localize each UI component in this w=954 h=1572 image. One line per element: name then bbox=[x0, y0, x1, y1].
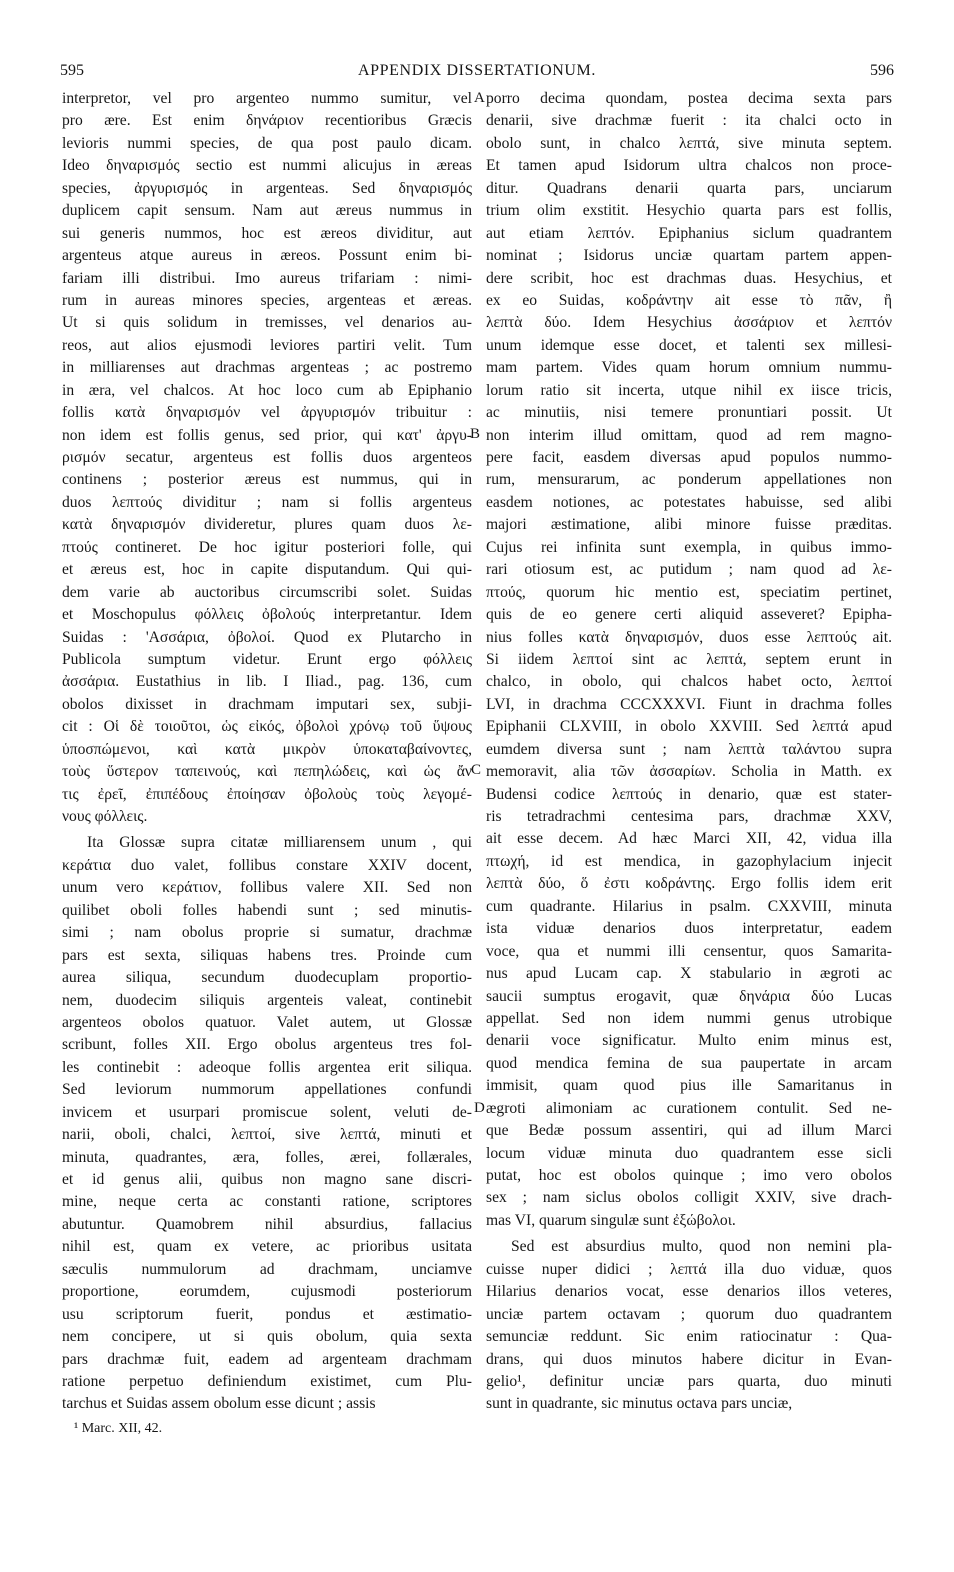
text-line: majori æstimatione, alibi minore fuisse præditas. bbox=[486, 516, 892, 534]
text-line: Sed est absurdius multo, quod non nemini pla- bbox=[511, 1238, 892, 1256]
text-line: saucii sumptus erogavit, quæ δηνάρια δύο Lucas bbox=[486, 987, 892, 1005]
text-line: cum quadrante. Hilarius in psalm. CXXVIII, minuta bbox=[486, 897, 892, 915]
text-line: dere scribit, hoc est drachmas duas. Hesychius, et bbox=[486, 269, 892, 287]
text-line: easdem notiones, ac potestates habuisse, sed alibi bbox=[486, 493, 892, 511]
margin-marker-b: B bbox=[470, 426, 481, 442]
text-line: simi ; nam obolus proprie si sumatur, drachmæ bbox=[62, 924, 472, 942]
text-line: obolos dixisset in drachmam imputari sex, subji- bbox=[62, 695, 472, 713]
text-line: ris tetradrachmi centesima pars, drachmæ XXV, bbox=[486, 808, 892, 825]
text-line: follis κατὰ δηναρισμόν vel ἀργυρισμόν tribuitur : bbox=[62, 404, 472, 422]
text-line: pro ære. Est enim δηνάριον recentioribus Græcis bbox=[62, 112, 472, 130]
text-line: nem, duodecim siliquis argenteis valeat, continebit bbox=[62, 991, 472, 1009]
text-line: sui generis nummos, hoc est æreos dividitur, aut bbox=[62, 224, 472, 242]
text-line: memoravit, alia τῶν ἀσσαρίων. Scholia in Matth. ex bbox=[486, 763, 892, 781]
text-line: argenteus atque aureus in æreos. Possunt enim bi- bbox=[62, 247, 472, 265]
text-line: τοὺς ὕστερον ταπεινούς, καὶ πεπηλώδεις, καὶ ὡς ἄν bbox=[62, 763, 472, 781]
text-line: ægroti alimoniam ac curationem contulit. Sed ne- bbox=[486, 1099, 892, 1117]
text-line: lorum ratio sit incerta, utque nihil ex iisce tricis, bbox=[486, 381, 892, 399]
margin-marker-d: D bbox=[474, 1100, 485, 1116]
text-line: eumdem diversa sunt ; nam λεπτὰ ταλάντου supra bbox=[486, 740, 892, 758]
text-line: Si iidem λεπτοί sint ac λεπτά, septem erunt in bbox=[486, 650, 892, 668]
text-line: tarchus et Suidas assem obolum esse dicunt ; assis bbox=[62, 1395, 376, 1413]
text-line: Hilarius denarios vocat, esse denarios illos veteres, bbox=[486, 1283, 892, 1301]
text-line: drans, qui duos minutos habere dicitur in Evan- bbox=[486, 1350, 892, 1368]
text-line: ὑποσπώμενοι, καὶ κατὰ μικρὸν ὑποκαταβαίνοντες, bbox=[62, 740, 472, 758]
text-line: voce, qua et nummi illi censentur, quos Samarita- bbox=[486, 942, 892, 960]
text-line: pars drachmæ fuit, eadem ad argenteam drachmam bbox=[62, 1350, 472, 1368]
text-line: mam partem. Vides quam horum omnium nummu- bbox=[486, 359, 892, 377]
text-line: Et tamen apud Isidorum ultra chalcos non proce- bbox=[486, 157, 892, 175]
text-line: πτούς, quorum hic mentio est, speciatim pertinet, bbox=[486, 583, 892, 601]
text-line: gelio¹, definitur unciæ pars quarta, duo minuti bbox=[486, 1372, 892, 1390]
text-line: Sed leviorum nummorum appellationes confundi bbox=[62, 1081, 472, 1099]
text-line: Ita Glossæ supra citatæ milliarensem unum , qui bbox=[87, 834, 472, 852]
text-line: Ut si quis solidum in tremisses, vel denarios au- bbox=[62, 314, 472, 332]
text-line: Cujus rei infinita sunt exempla, in quibus immo- bbox=[486, 538, 892, 556]
text-line: sæculis nummulorum ad drachmam, unciamve bbox=[62, 1260, 472, 1278]
text-line: argenteos obolos quatuor. Valet autem, ut Glossæ bbox=[62, 1013, 472, 1031]
text-line: nem concipere, ut si quis obolum, quia sexta bbox=[62, 1328, 472, 1346]
text-line: continens ; posterior æreus est nummus, qui in bbox=[62, 471, 472, 489]
text-line: rum, mensurarum, ac ponderum appellationes non bbox=[486, 471, 892, 489]
text-line: aut etiam λεπτόν. Epiphanius siclum quadrantem bbox=[486, 224, 892, 242]
running-header bbox=[60, 62, 894, 84]
text-line: unum vero κεράτιον, follibus valere XII. Sed non bbox=[62, 879, 472, 897]
text-line: scribunt, folles XII. Ergo obolus argenteus tres fol- bbox=[62, 1036, 472, 1054]
text-line: nus apud Lucam cap. X stabulario in ægroti ac bbox=[486, 965, 892, 983]
text-line: Suidas : 'Ασσάρια, ὀβολοί. Quod ex Plutarcho in bbox=[62, 628, 472, 646]
text-line: duos λεπτούς dividitur ; nam si follis argenteus bbox=[62, 493, 472, 511]
text-line: nius folles κατὰ δηναρισμόν, duos esse λεπτούς ait. bbox=[486, 628, 892, 646]
text-line: ex eo Suidas, κοδράντην ait esse τὸ πᾶν, ἢ bbox=[486, 291, 892, 309]
text-line: πτούς contineret. De hoc igitur posteriori folle, qui bbox=[62, 538, 472, 556]
left-page-number: 595 bbox=[60, 62, 84, 79]
running-title: APPENDIX DISSERTATIONUM. bbox=[358, 62, 596, 79]
text-line: nominat ; Isidorus unciæ quartam partem appen- bbox=[486, 247, 892, 265]
text-line: quilibet oboli folles habendi sunt ; sed minutis- bbox=[62, 901, 472, 919]
text-line: locum viduæ minuta duo quadrantem esse sicli bbox=[486, 1144, 892, 1162]
text-line: reos, aut alios ejusmodi leviores partiri velit. Tum bbox=[62, 336, 472, 354]
text-line: Publicola sumptum videtur. Erunt ergo φόλλεις bbox=[62, 650, 472, 668]
text-line: λεπτὰ δύο, ὅ ἐστι κοδράντης. Ergo follis idem erit bbox=[486, 875, 892, 893]
text-line: chalco, in obolo, qui chalcos habet octo, λεπτοί bbox=[486, 673, 892, 691]
text-line: quis de eo genere certi aliquid asseveret? Epipha- bbox=[486, 606, 892, 624]
text-line: ista viduæ denarios duos interpretatur, eadem bbox=[486, 920, 892, 938]
text-line: unciæ partem octavam ; quorum duo quadrantem bbox=[486, 1305, 892, 1323]
text-line: pars est sexta, siliquas habens tres. Proinde cum bbox=[62, 946, 472, 964]
text-line: Budensi codice λεπτούς in denario, quæ est stater- bbox=[486, 785, 892, 803]
text-line: immisit, quam quod pius ille Samaritanus in bbox=[486, 1077, 892, 1095]
text-line: νους φόλλεις. bbox=[62, 808, 148, 825]
text-line: LVI, in drachma CCCXXXVI. Fiunt in drachma folles bbox=[486, 695, 892, 713]
text-line: τις ἐρεῖ, ἐπιπέδους ἐποίησαν ὀβολοὺς τοὺς λεγομέ- bbox=[62, 785, 472, 803]
footnote: ¹ Marc. XII, 42. bbox=[74, 1420, 163, 1436]
text-line: semunciæ reddunt. Sic enim ratiocinatur : Qua- bbox=[486, 1328, 892, 1346]
left-text-column bbox=[62, 88, 472, 1440]
text-line: duplicem capit sensum. Nam aut æreus nummus in bbox=[62, 202, 472, 220]
text-line: non interim illud omittam, quod ad rem magno- bbox=[486, 426, 892, 444]
margin-marker-c: C bbox=[471, 762, 482, 778]
text-line: κεράτια duo valet, follibus constare XXIV docent, bbox=[62, 856, 472, 874]
text-line: ac minutiis, nisi temere pronuntiari possit. Ut bbox=[486, 404, 892, 422]
text-line: πτωχή, id est mendica, in gazophylacium injecit bbox=[486, 852, 892, 870]
text-line: proportione, eorumdem, cujusmodi posteriorum bbox=[62, 1283, 472, 1301]
text-line: cuisse nuper didici ; λεπτά illa duo viduæ, quos bbox=[486, 1260, 892, 1278]
text-line: obolo sunt, in chalco λεπτά, sive minuta septem. bbox=[486, 134, 892, 152]
text-line: mas VI, quarum singulæ sunt ἐξώβολοι. bbox=[486, 1211, 736, 1229]
text-line: pere facit, easdem diversas apud populos nummo- bbox=[486, 449, 892, 466]
text-line: ἀσσάρια. Eustathius in lib. I Iliad., pag. 136, cum bbox=[62, 673, 472, 691]
text-line: λεπτὰ δύο. Idem Hesychius ἀσσάριον et λεπτόν bbox=[486, 314, 892, 332]
text-line: les continebit : adeoque follis argentea erit siliqua. bbox=[62, 1058, 472, 1076]
text-line: invicem et usurpari promiscue solent, veluti de- bbox=[62, 1103, 472, 1121]
text-line: que Bedæ possum assentiri, qui ad illum Marci bbox=[486, 1122, 892, 1140]
text-line: interpretor, vel pro argenteo nummo sumitur, vel bbox=[62, 90, 472, 107]
text-line: minuta, quadrantes, æra, folles, ærei, follærales, bbox=[62, 1148, 472, 1166]
text-line: ait esse decem. Ad hæc Marci XII, 42, vidua illa bbox=[486, 830, 892, 848]
text-line: appellat. Sed non idem nummi genus utrobique bbox=[486, 1009, 892, 1027]
text-line: non idem est follis genus, sed prior, qui κατ' ἀργυ- bbox=[62, 426, 472, 444]
text-line: fariam illi distribui. Imo aureus trifariam : nimi- bbox=[62, 269, 472, 287]
text-line: sunt in quadrante, sic minutus octava pars unciæ, bbox=[486, 1395, 793, 1413]
text-line: ρισμόν secatur, argenteus est follis duos argenteos bbox=[62, 449, 472, 466]
text-line: Epiphanii CLXVIII, in obolo XXVIII. Sed λεπτά apud bbox=[486, 718, 892, 736]
text-line: denarii, sive drachmæ fuerit : ita chalci octo in bbox=[486, 112, 892, 130]
text-line: sex ; nam siclus obolos colligit XXIV, sive drach- bbox=[486, 1189, 892, 1207]
right-page-number: 596 bbox=[870, 62, 894, 79]
text-line: rari otiosum est, ac putidum ; nam quod ad λε- bbox=[486, 561, 892, 579]
margin-marker-a: A bbox=[474, 90, 485, 106]
text-line: ditur. Quadrans denarii quarta pars, unciarum bbox=[486, 179, 892, 197]
text-line: porro decima quondam, postea decima sexta pars bbox=[486, 90, 892, 107]
text-line: denarii voce significatur. Multo enim minus est, bbox=[486, 1032, 892, 1050]
text-line: putat, hoc est obolos quinque ; imo vero obolos bbox=[486, 1167, 892, 1184]
text-line: et æreus est, hoc in capite disputandum. Qui qui- bbox=[62, 561, 472, 579]
text-line: in æra, vel chalcos. At hoc loco cum ab Epiphanio bbox=[62, 381, 472, 399]
text-line: et id genus alii, quibus non magno sane discri- bbox=[62, 1171, 472, 1188]
text-line: et Moschopulus φόλλεις ὀβολούς interpretantur. Idem bbox=[62, 606, 472, 624]
text-line: narii, oboli, chalci, λεπτοί, sive λεπτά, minuti et bbox=[62, 1126, 472, 1144]
text-line: Ideo δηναρισμός sectio est nummi alicujus in æreas bbox=[62, 157, 472, 175]
text-line: rum in aureas minores species, argenteas et æreas. bbox=[62, 291, 472, 309]
text-line: aurea siliqua, secundum duodecuplam proportio- bbox=[62, 969, 472, 987]
text-line: in milliarenses aut drachmas argenteas ; ac postremo bbox=[62, 359, 472, 377]
text-line: dem varie ab auctoribus circumscribi solet. Suidas bbox=[62, 583, 472, 601]
text-line: trium olim exstitit. Hesychio quarta pars est follis, bbox=[486, 202, 892, 220]
text-line: abutuntur. Quamobrem nihil absurdius, fallacius bbox=[62, 1215, 472, 1233]
text-line: cit : Οἱ δὲ τοιοῦτοι, ὡς εἰκός, ὀβολοὶ χρόνῳ τοῦ ὕψους bbox=[62, 718, 472, 736]
text-line: usu scriptorum fuerit, pondus et æstimatio- bbox=[62, 1305, 472, 1323]
text-line: ratione perpetuo definiendum existimet, cum Plu- bbox=[62, 1372, 472, 1390]
text-line: nihil est, quam ex vetere, ac prioribus usitata bbox=[62, 1238, 472, 1256]
right-text-column bbox=[486, 88, 892, 1416]
text-line: mine, neque certa ac constanti ratione, scriptores bbox=[62, 1193, 472, 1211]
text-line: unum idemque esse docet, et talenti sex millesi- bbox=[486, 336, 892, 354]
text-line: species, ἀργυρισμός in argenteas. Sed δηναρισμός bbox=[62, 179, 472, 197]
text-line: levioris nummi species, de qua post paulo dicam. bbox=[62, 134, 472, 152]
text-line: κατὰ δηναρισμόν divideretur, plures quam duos λε- bbox=[62, 516, 472, 534]
text-line: quod mendica femina de sua paupertate in arcam bbox=[486, 1054, 892, 1072]
